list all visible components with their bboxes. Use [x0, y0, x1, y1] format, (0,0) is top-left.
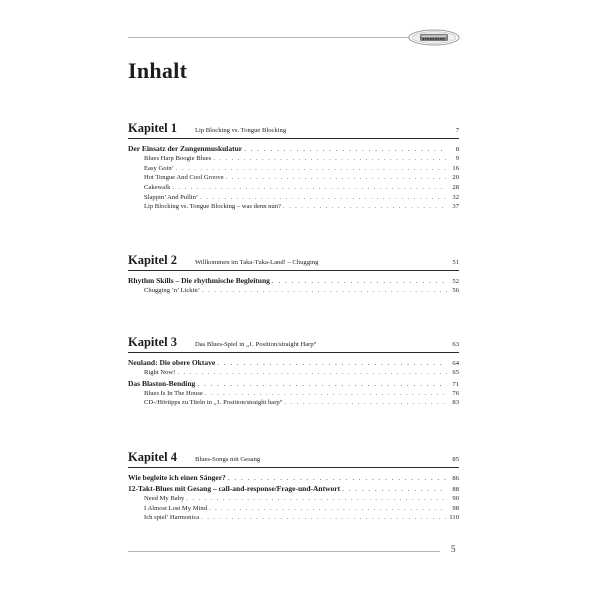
entry-page: 28 — [452, 184, 459, 192]
leader-dots — [186, 496, 447, 503]
leader-dots — [272, 277, 447, 285]
chapter-rule — [128, 352, 459, 353]
entry-page: 8 — [455, 146, 459, 153]
chapter-1 — [128, 121, 459, 214]
entry-page: 98 — [452, 504, 459, 512]
chapter-rule — [128, 138, 459, 139]
entry-label: Blues Harp Boogie Blues — [144, 155, 212, 162]
entry-label: Das Blaston-Bending — [128, 378, 196, 388]
chapter-title: Lip Blocking vs. Tongue Blocking — [194, 127, 287, 134]
entry-page: 71 — [452, 380, 459, 388]
toc-entry — [128, 515, 459, 525]
chapter-page: 7 — [455, 127, 459, 134]
chapter-rule — [128, 270, 459, 271]
leader-dots — [209, 506, 447, 513]
entry-label: Right Now! — [144, 369, 176, 376]
entry-page: 76 — [452, 389, 459, 397]
entry-page: 32 — [452, 193, 459, 201]
toc-entry — [128, 359, 459, 370]
leader-dots — [201, 515, 447, 522]
chapter-title: Das Blues-Spiel in „1. Position/straight Harp“ — [194, 341, 317, 348]
toc-entry — [128, 175, 459, 185]
chapter-header — [128, 121, 459, 137]
entry-page: 20 — [452, 174, 459, 182]
leader-dots — [176, 166, 447, 173]
header-rule — [128, 37, 418, 38]
toc-entry — [128, 288, 459, 298]
leader-dots — [202, 288, 447, 295]
chapter-rule — [128, 467, 459, 468]
entry-label: Ich spiel’ Harmonica — [144, 514, 200, 522]
harmonica-icon — [408, 29, 460, 46]
entry-page: 16 — [452, 164, 459, 172]
entry-page: 64 — [452, 360, 459, 367]
toc-entry — [128, 156, 459, 166]
entry-page: 83 — [452, 399, 459, 407]
leader-dots — [197, 380, 447, 388]
chapter-number: Kapitel 4 — [128, 450, 177, 464]
leader-dots — [177, 370, 447, 377]
chapter-title: Willkommen im Taka-Tuka-Land! – Chugging — [194, 259, 319, 266]
entry-page: 9 — [455, 155, 459, 162]
entry-label: 12-Takt-Blues mit Gesang – call-and-response/Frage-und-Antwort — [128, 484, 341, 493]
chapter-number: Kapitel 3 — [128, 335, 177, 349]
footer-rule — [128, 551, 440, 552]
entry-page: 37 — [452, 203, 459, 211]
leader-dots — [244, 145, 447, 153]
entry-label: CD-/Hörtipps zu Titeln in „1. Position/straight harp“ — [144, 399, 283, 407]
entry-label: Wie begleite ich einen Sänger? — [128, 473, 226, 482]
entry-label: I Almost Lost My Mind — [144, 504, 208, 512]
leader-dots — [285, 400, 447, 407]
chapter-title: Blues-Songs mit Gesang — [194, 456, 261, 463]
chapter-2 — [128, 253, 459, 298]
entry-page: 86 — [452, 475, 459, 482]
entry-label: Lip Blocking vs. Tongue Blocking – was denn nun? — [144, 203, 281, 211]
entry-label: Blues Is In The House — [144, 389, 203, 397]
chapter-page: 85 — [452, 456, 459, 463]
leader-dots — [217, 359, 447, 367]
page-title: Inhalt — [128, 58, 188, 83]
page-number: 5 — [451, 544, 456, 554]
chapter-header — [128, 335, 459, 351]
chapter-page: 63 — [452, 341, 459, 348]
toc-entry — [128, 400, 459, 410]
leader-dots — [200, 195, 447, 202]
chapter-header — [128, 253, 459, 269]
entry-page: 110 — [449, 514, 459, 522]
leader-dots — [172, 185, 447, 192]
entry-label: Der Einsatz der Zungenmuskulatur — [128, 144, 243, 153]
entry-page: 56 — [452, 287, 459, 294]
chapter-number: Kapitel 2 — [128, 253, 177, 267]
leader-dots — [342, 485, 447, 493]
leader-dots — [205, 391, 447, 398]
chapter-4 — [128, 450, 459, 525]
entry-label: Chugging ’n’ Lickin’ — [144, 287, 200, 294]
entry-page: 88 — [452, 486, 459, 493]
entry-page: 65 — [452, 369, 459, 376]
entry-page: 90 — [452, 495, 459, 502]
leader-dots — [213, 156, 447, 163]
entry-label: Need My Baby — [144, 495, 185, 502]
chapter-3 — [128, 335, 459, 410]
entry-label: Easy Goin’ — [144, 164, 174, 172]
chapter-page: 51 — [452, 259, 459, 266]
leader-dots — [226, 175, 447, 182]
entry-label: Hot Tongue And Cool Groove — [144, 174, 224, 182]
entry-label: Cakewalk — [144, 184, 171, 192]
entry-label: Slappin’ And Pullin’ — [144, 193, 199, 201]
leader-dots — [228, 474, 447, 482]
entry-label: Rhythm Skills – Die rhythmische Begleitung — [128, 276, 270, 285]
entry-page: 52 — [452, 278, 459, 285]
chapter-number: Kapitel 1 — [128, 121, 177, 135]
leader-dots — [283, 204, 447, 211]
toc-entry — [128, 204, 459, 214]
chapter-header — [128, 450, 459, 466]
entry-label: Neuland: Die obere Oktave — [128, 358, 216, 367]
